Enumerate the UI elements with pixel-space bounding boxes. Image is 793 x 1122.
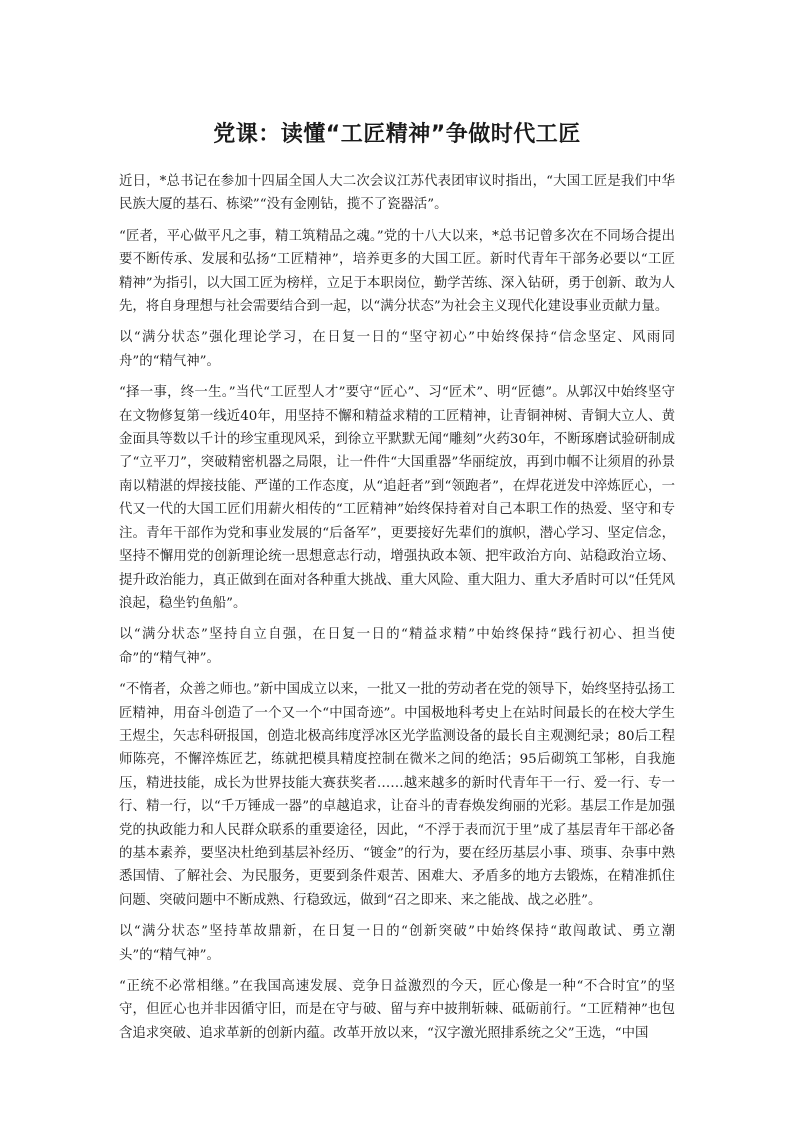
paragraph: 近日，*总书记在参加十四届全国人大二次会议江苏代表团审议时指出，“大国工匠是我们中华民族大厦的基石、栋梁”“没有金刚钻，揽不了瓷器活”。 [119, 174, 675, 213]
paragraph: “择一事，终一生。”当代“工匠型人才”要守“匠心”、习“匠术”、明“匠德”。从郭汉中始终坚守在文物修复第一线近40年，用坚持不懈和精益求精的工匠精神，让青铜神树、青铜大立人、黄金面具等数以千计的珍宝重现风采，到徐立平默默无闻“雕刻”火药30年，不断琢磨试验研制成了“立平刀”，突破精密机器之局限，让一件件“大国重器”华丽绽放，再到巾帼不让须眉的孙景南以精湛的焊接技能、严谨的工作态度，从“追赶者”到“领跑者”，在焊花迸发中淬炼匠心，一代又一代的大国工匠们用薪火相传的“工匠精神”始终保持着对自己本职工作的热爱、坚守和专注。青年干部作为党和事业发展的“后备军”，更要接好先辈们的旗帜，潜心学习、坚定信念，坚持不懈用党的创新理论统一思想意志行动，增强执政本领、把牢政治方向、站稳政治立场、提升政治能力，真正做到在面对各种重大挑战、重大风险、重大阻力、重大矛盾时可以“任凭风浪起，稳坐钓鱼船”。 [119, 385, 675, 611]
document-title: 党课：读懂“工匠精神”争做时代工匠 [213, 122, 581, 147]
paragraph: “不惰者，众善之师也。”新中国成立以来，一批又一批的劳动者在党的领导下，始终坚持弘扬工匠精神，用奋斗创造了一个又一个“中国奇迹”。中国极地科考史上在站时间最长的在校大学生王煜尘，矢志科研报国，创造北极高纬度浮冰区光学监测设备的最长自主观测纪录；80后工程师陈亮，不懈淬炼匠艺，练就把模具精度控制在微米之间的绝活；95后砌筑工邹彬，自我施压，精进技能，成长为世界技能大赛获奖者……越来越多的新时代青年干一行、爱一行、专一行、精一行，以“千万锤成一器”的卓越追求，让奋斗的青春焕发绚丽的光彩。基层工作是加强党的执政能力和人民群众联系的重要途径，因此，“不浮于表而沉于里”成了基层青年干部必备的基本素养，要坚决杜绝到基层补经历、“镀金”的行为，要在经历基层小事、琐事、杂事中熟悉国情、了解社会、为民服务，更要到条件艰苦、困难大、矛盾多的地方去锻炼，在精准抓住问题、突破问题中不断成熟、行稳致远，做到“召之即来、来之能战、战之必胜”。 [119, 682, 676, 908]
paragraph: 以“满分状态”坚持革故鼎新，在日复一日的“创新突破”中始终保持“敢闯敢试、勇立潮头”的“精气神”。 [119, 924, 675, 963]
paragraph: 以“满分状态”坚持自立自强，在日复一日的“精益求精”中始终保持“践行初心、担当使命”的“精气神”。 [119, 627, 675, 666]
paragraph: 以“满分状态”强化理论学习，在日复一日的“坚守初心”中始终保持“信念坚定、风雨同舟”的“精气神”。 [119, 330, 675, 369]
paragraph: “匠者，平心做平凡之事，精工筑精品之魂。”党的十八大以来，*总书记曾多次在不同场合提出要不断传承、发展和弘扬“工匠精神”，培养更多的大国工匠。新时代青年干部务必要以“工匠精神”为指引，以大国工匠为榜样，立足于本职岗位，勤学苦练、深入钻研，勇于创新、敢为人先，将自身理想与社会需要结合到一起，以“满分状态”为社会主义现代化建设事业贡献力量。 [119, 228, 675, 315]
paragraph: “正统不必常相继。”在我国高速发展、竞争日益激烈的今天，匠心像是一种“不合时宜”的坚守，但匠心也并非因循守旧，而是在守与破、留与弃中披荆斩棘、砥砺前行。“工匠精神”也包含追求突破、追求革新的创新内蕴。改革开放以来，“汉字激光照排系统之父”王选，“中国 [119, 979, 675, 1041]
